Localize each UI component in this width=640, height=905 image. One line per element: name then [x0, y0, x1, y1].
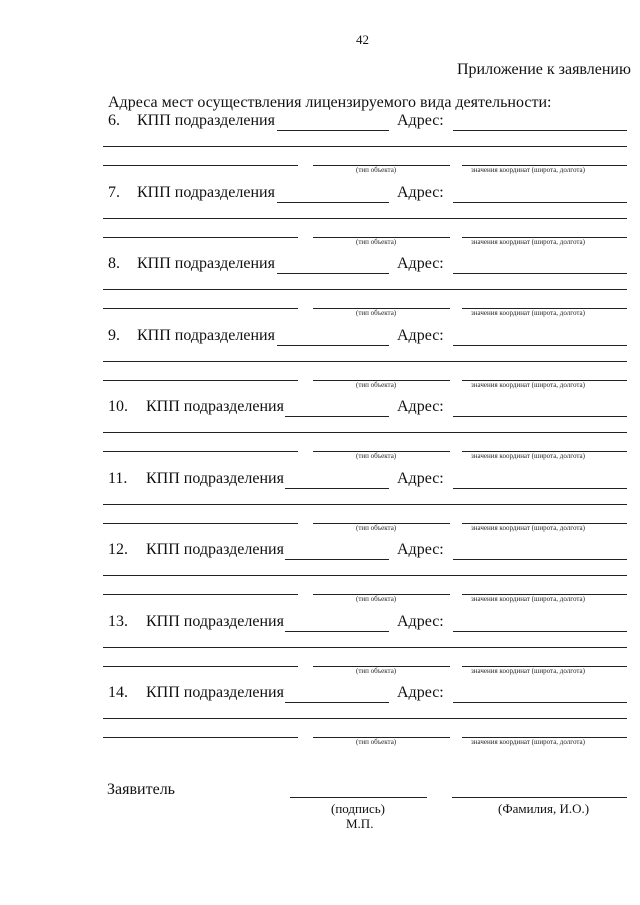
- object-type-caption: (тип объекта): [356, 309, 397, 317]
- address-continuation-line[interactable]: [103, 218, 627, 219]
- coords-caption: значения координат (широта, долгота): [471, 166, 585, 174]
- address-input-line[interactable]: [453, 345, 627, 346]
- kpp-label: КПП подразделения: [137, 255, 275, 272]
- address-input-line[interactable]: [453, 273, 627, 274]
- address-label: Адрес:: [397, 398, 444, 415]
- kpp-input-line[interactable]: [277, 130, 389, 131]
- kpp-input-line[interactable]: [285, 488, 389, 489]
- address-continuation-line[interactable]: [103, 504, 627, 505]
- object-type-caption: (тип объекта): [356, 667, 397, 675]
- address-input-line[interactable]: [453, 631, 627, 632]
- address-line-left[interactable]: [103, 380, 298, 381]
- entry-number: 11.: [108, 470, 128, 487]
- entry-number: 12.: [108, 541, 128, 558]
- address-line-left[interactable]: [103, 737, 298, 738]
- coords-caption: значения координат (широта, долгота): [471, 524, 585, 532]
- seal-label: М.П.: [346, 816, 374, 831]
- coords-caption: значения координат (широта, долгота): [471, 667, 585, 675]
- address-label: Адрес:: [397, 327, 444, 344]
- address-continuation-line[interactable]: [103, 575, 627, 576]
- coords-caption: значения координат (широта, долгота): [471, 452, 585, 460]
- kpp-label: КПП подразделения: [146, 470, 284, 487]
- address-continuation-line[interactable]: [103, 718, 627, 719]
- entry-number: 6.: [108, 112, 120, 129]
- address-continuation-line[interactable]: [103, 647, 627, 648]
- kpp-label: КПП подразделения: [146, 613, 284, 630]
- entry-number: 13.: [108, 613, 128, 630]
- address-line-left[interactable]: [103, 165, 298, 166]
- page-number: 42: [356, 32, 369, 47]
- kpp-input-line[interactable]: [285, 559, 389, 560]
- object-type-caption: (тип объекта): [356, 381, 397, 389]
- section-heading: Адреса мест осуществления лицензируемого вида деятельности:: [108, 94, 552, 111]
- name-caption: (Фамилия, И.О.): [498, 801, 590, 816]
- address-input-line[interactable]: [453, 130, 627, 131]
- object-type-caption: (тип объекта): [356, 166, 397, 174]
- address-label: Адрес:: [397, 613, 444, 630]
- address-label: Адрес:: [397, 255, 444, 272]
- address-continuation-line[interactable]: [103, 361, 627, 362]
- address-line-left[interactable]: [103, 523, 298, 524]
- kpp-label: КПП подразделения: [137, 112, 275, 129]
- kpp-label: КПП подразделения: [146, 541, 284, 558]
- entry-number: 9.: [108, 327, 120, 344]
- entry-number: 8.: [108, 255, 120, 272]
- coords-caption: значения координат (широта, долгота): [471, 381, 585, 389]
- address-label: Адрес:: [397, 541, 444, 558]
- coords-caption: значения координат (широта, долгота): [471, 309, 585, 317]
- address-input-line[interactable]: [453, 702, 627, 703]
- appendix-title: Приложение к заявлению: [457, 61, 631, 78]
- kpp-input-line[interactable]: [277, 345, 389, 346]
- address-line-left[interactable]: [103, 237, 298, 238]
- kpp-input-line[interactable]: [277, 202, 389, 203]
- address-continuation-line[interactable]: [103, 432, 627, 433]
- object-type-caption: (тип объекта): [356, 452, 397, 460]
- entry-number: 10.: [108, 398, 128, 415]
- object-type-caption: (тип объекта): [356, 524, 397, 532]
- kpp-input-line[interactable]: [285, 702, 389, 703]
- object-type-caption: (тип объекта): [356, 238, 397, 246]
- object-type-caption: (тип объекта): [356, 738, 397, 746]
- object-type-caption: (тип объекта): [356, 595, 397, 603]
- address-label: Адрес:: [397, 684, 444, 701]
- kpp-label: КПП подразделения: [146, 684, 284, 701]
- address-continuation-line[interactable]: [103, 289, 627, 290]
- coords-caption: значения координат (широта, долгота): [471, 738, 585, 746]
- kpp-input-line[interactable]: [285, 416, 389, 417]
- address-label: Адрес:: [397, 112, 444, 129]
- address-input-line[interactable]: [453, 559, 627, 560]
- applicant-label: Заявитель: [107, 781, 175, 798]
- address-line-left[interactable]: [103, 308, 298, 309]
- kpp-label: КПП подразделения: [137, 327, 275, 344]
- address-input-line[interactable]: [453, 202, 627, 203]
- signature-caption: (подпись): [331, 801, 385, 816]
- address-label: Адрес:: [397, 470, 444, 487]
- signature-line: [290, 797, 427, 798]
- kpp-label: КПП подразделения: [137, 184, 275, 201]
- kpp-input-line[interactable]: [277, 273, 389, 274]
- address-label: Адрес:: [397, 184, 444, 201]
- name-line: [452, 797, 627, 798]
- address-line-left[interactable]: [103, 666, 298, 667]
- kpp-input-line[interactable]: [285, 631, 389, 632]
- address-input-line[interactable]: [453, 416, 627, 417]
- address-input-line[interactable]: [453, 488, 627, 489]
- address-continuation-line[interactable]: [103, 146, 627, 147]
- entry-number: 14.: [108, 684, 128, 701]
- coords-caption: значения координат (широта, долгота): [471, 595, 585, 603]
- kpp-label: КПП подразделения: [146, 398, 284, 415]
- coords-caption: значения координат (широта, долгота): [471, 238, 585, 246]
- entry-number: 7.: [108, 184, 120, 201]
- address-line-left[interactable]: [103, 451, 298, 452]
- address-line-left[interactable]: [103, 594, 298, 595]
